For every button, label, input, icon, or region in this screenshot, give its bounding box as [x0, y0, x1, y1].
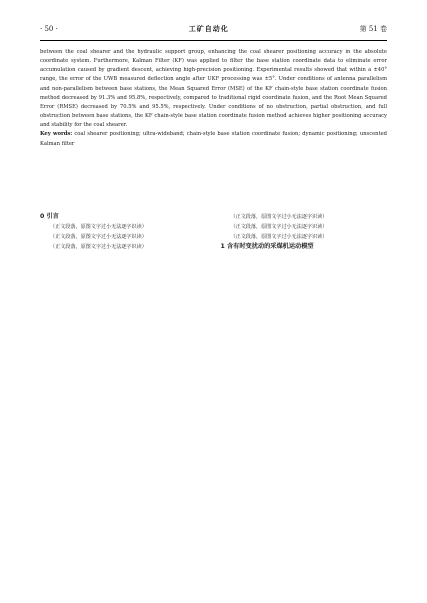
- body-paragraph: （正文段落，原图文字过小无法逐字识读）: [230, 214, 328, 220]
- right-column: [221, 212, 388, 581]
- keywords-line: [40, 130, 387, 148]
- page-header: [40, 22, 387, 36]
- abstract-text: between the coal shearer and the hydraulic support group, enhancing the coal shearer positioning accuracy in the absolute coordinate system. Furthermore, Kalman Filter (KF) was applied to filter the base station coordinate data to eliminate error accumulation caused by gradient descent, achieving high-precision positioning. Experimental results showed that within a ±40° range, the error of the UWB measured deflection angle after UKF processing was ±5°. Under conditions of antenna parallelism and non-parallelism between base stations, the Mean Squared Error (MSE) of the KF chain-style base station coordinate fusion method decreased by 91.3% and 95.8%, respectively, compared to traditional rigid coordinate fusion, and the Root Mean Squared Error (RMSE) decreased by 70.5% and 95.5%, respectively. Under conditions of no obstruction, partial obstruction, and full obstruction between base stations, the KF chain-style base station coordinate fusion method achieves higher positioning accuracy and stability for the coal shearer.: [40, 49, 387, 129]
- volume-label: 第 51 卷: [359, 25, 387, 33]
- keywords-label: Key words:: [40, 131, 73, 138]
- left-column: [40, 212, 207, 581]
- section-intro-title: 0 引言: [40, 213, 59, 220]
- body-columns: [40, 212, 387, 581]
- page-number: · 50 ·: [40, 25, 58, 33]
- section-1-title: 1 含有时变扰动的采煤机运动模型: [220, 243, 314, 251]
- header-rule: [40, 40, 387, 41]
- journal-title: 工矿自动化: [188, 25, 229, 33]
- body-paragraph: （正文段落，原图文字过小无法逐字识读）: [230, 234, 328, 241]
- body-paragraph: （正文段落，原图文字过小无法逐字识读）: [50, 234, 147, 241]
- body-paragraph: （正文段落，原图文字过小无法逐字识读）: [50, 244, 147, 251]
- english-abstract: [40, 48, 387, 149]
- body-paragraph: （正文段落，原图文字过小无法逐字识读）: [50, 224, 147, 231]
- body-paragraph: （正文段落，原图文字过小无法逐字识读）: [230, 224, 328, 231]
- keywords-text: coal shearer positioning; ultra-wideband; chain-style base station coordinate fusion; dynamic positioning; unscented Kalman filter: [40, 131, 387, 147]
